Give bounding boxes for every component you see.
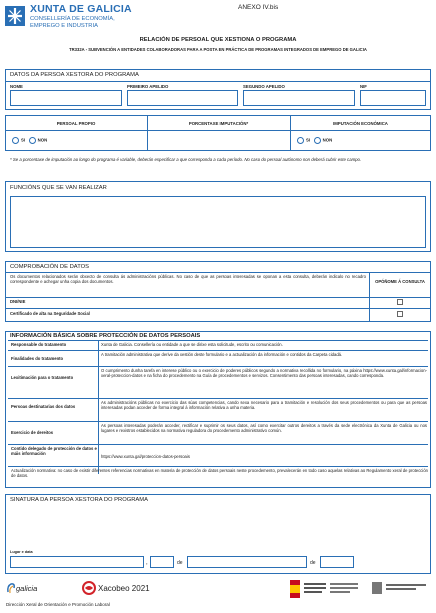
day-input[interactable] xyxy=(150,556,174,568)
economic-no-radio[interactable] xyxy=(314,137,321,144)
privacy-row-label: Finalidades do tratamento xyxy=(11,356,64,361)
xacobeo-logo-text: Xacobeo 2021 xyxy=(98,584,150,593)
yes-label: SI xyxy=(21,137,26,143)
surname1-label: PRIMEIRO APELIDO xyxy=(127,84,169,89)
signature-title: SINATURA DA PERSOA XESTORA DO PROGRAMA xyxy=(10,497,148,503)
privacy-footer-note: Actualización normativa: no caso de existir diferentes referencias normativas en materia de protección de datos persoais neste procedemento, prevalecerán en todo caso aquelas relativas ao Regulamento xeral de protección de datos. xyxy=(11,468,428,478)
employment-service-logo xyxy=(372,580,430,598)
imputation-note: * Se a porcentaxe de imputación ao longo do programa é variable, deberán especificar a que corresponda a cada período. No caso do persoal autónomo non deberá cubrir este campo. xyxy=(10,157,362,162)
privacy-row-text: O cumprimento dunha tarefa en interese público ou o exercicio de poderes públicos segundo a normativa recollida no formulario, na páxina https://www.xunta.gal/informacion-xeral-proteccion-datos e na ficha do procedemento na Guía de procedementos e servizos. Consentimento das persoas interesadas, cando corresponda. xyxy=(101,368,427,378)
no-label: NON xyxy=(37,137,48,143)
yes-label: SI xyxy=(306,137,311,143)
privacy-row-text: A tramitación administrativa que derive da xestión deste formulario e a actualización da información e contidos da Carpeta cidadá. xyxy=(101,352,343,357)
privacy-title: INFORMACIÓN BÁSICA SOBRE PROTECCIÓN DE DATOS PERSOAIS xyxy=(10,333,201,339)
place-input[interactable] xyxy=(10,556,144,568)
verification-title: COMPROBACIÓN DE DATOS xyxy=(10,264,90,270)
functions-textarea[interactable] xyxy=(10,196,426,248)
xacobeo-icon xyxy=(82,581,96,595)
month-input[interactable] xyxy=(187,556,307,568)
person-section-title: DATOS DA PERSOA XESTORA DO PROGRAMA xyxy=(10,72,139,78)
percent-input[interactable] xyxy=(152,134,285,147)
economic-label: IMPUTACIÓN ECONÓMICA xyxy=(333,121,388,126)
name-input[interactable] xyxy=(10,90,122,106)
own-staff-no-radio[interactable] xyxy=(29,137,36,144)
spain-government-logo xyxy=(290,580,362,598)
own-staff-label: PERSOAL PROPIO xyxy=(56,121,96,126)
nif-label: NIF xyxy=(360,84,367,89)
oppose-dni-checkbox[interactable] xyxy=(397,299,403,305)
form-title: RELACIÓN DE PERSOAL QUE XESTIONA O PROGRAMA xyxy=(139,37,297,43)
privacy-row-text: Xunta de Galicia. Consellería ou entidade a que se dirixe esta solicitude, escrito ou comunicación. xyxy=(101,342,283,347)
galicia-logo-text: galicia xyxy=(16,584,38,593)
oppose-header: OPÓÑOME Á CONSULTA xyxy=(375,279,425,284)
privacy-row-label: Lexitimación para o tratamento xyxy=(11,375,74,380)
xunta-cross-logo xyxy=(5,6,25,26)
privacy-link[interactable]: https://www.xunta.gal/proteccion-datos-persoais xyxy=(101,454,190,459)
de-label-2: de xyxy=(310,560,316,566)
name-label: NOME xyxy=(10,84,23,89)
percent-label: PORCENTAXE IMPUTACIÓN* xyxy=(188,121,249,126)
privacy-row-label: Persoas destinatarias dos datos xyxy=(11,404,76,409)
department xyxy=(30,16,115,29)
surname2-label: SEGUNDO APELIDO xyxy=(243,84,285,89)
privacy-row-label: Exercicio de dereitos xyxy=(11,430,54,435)
privacy-row-text: As persoas interesadas poderán acceder, rectificar e suprimir os seus datos, así como exercitar outros dereitos a través da sede electrónica da Xunta de Galicia ou nos lugares e rexistros establecidos na normativa reguladora do procedemento administrativo común. xyxy=(101,423,427,433)
de-label-1: de xyxy=(177,560,183,566)
galicia-swirl-icon xyxy=(6,582,16,594)
functions-title: FUNCIÓNS QUE SE VAN REALIZAR xyxy=(10,185,107,191)
surname2-input[interactable] xyxy=(243,90,355,106)
dept-line-2: EMPREGO E INDUSTRIA xyxy=(30,22,98,29)
economic-yes-radio[interactable] xyxy=(297,137,304,144)
privacy-row-label: Responsable do tratamento xyxy=(11,342,67,347)
org-name: XUNTA DE GALICIA xyxy=(30,3,132,15)
oppose-social-security-checkbox[interactable] xyxy=(397,311,403,317)
year-input[interactable] xyxy=(320,556,354,568)
nif-input[interactable] xyxy=(360,90,426,106)
own-staff-radios xyxy=(12,137,47,144)
privacy-row-label: Contido delegado de protección de datos e máis información xyxy=(11,446,97,456)
comma: , xyxy=(146,560,148,566)
form-subtitle: TR332A - SUBVENCIÓN A ENTIDADES COLABORADORAS PARA A POSTA EN PRÁCTICA DE PROGRAMAS INTEGRADOS DE EMPREGO DE GALICIA xyxy=(69,47,367,52)
direction-footer: Dirección Xeral de Orientación e Promoción Laboral xyxy=(6,602,110,607)
economic-radios xyxy=(297,137,332,144)
doc-social-security: Certificado de alta na Seguridade Social xyxy=(10,311,90,316)
dept-line-1: CONSELLERÍA DE ECONOMÍA, xyxy=(30,16,115,22)
no-label: NON xyxy=(322,137,333,143)
place-date-label: Lugar e data xyxy=(10,550,33,554)
verification-intro: Os documentos relacionados serán obxecto de consulta ás administracións públicas. No caso de que as persoas interesadas se oponan a esta consulta, deberán indicalo no recadro correspondente e achegar unha copia dos documentos. xyxy=(10,274,366,284)
annex-label: ANEXO IV.bis xyxy=(238,4,279,11)
doc-dni: DNI/NIE xyxy=(10,299,26,304)
own-staff-yes-radio[interactable] xyxy=(12,137,19,144)
privacy-row-text: As administracións públicas no exercicio das súas competencias, cando sexa necesario para a tramitación e resolución dos seus procedementos ou para que as persoas interesadas podan acceder de forma integral á información relativa a unha materia. xyxy=(101,400,427,410)
surname1-input[interactable] xyxy=(127,90,238,106)
